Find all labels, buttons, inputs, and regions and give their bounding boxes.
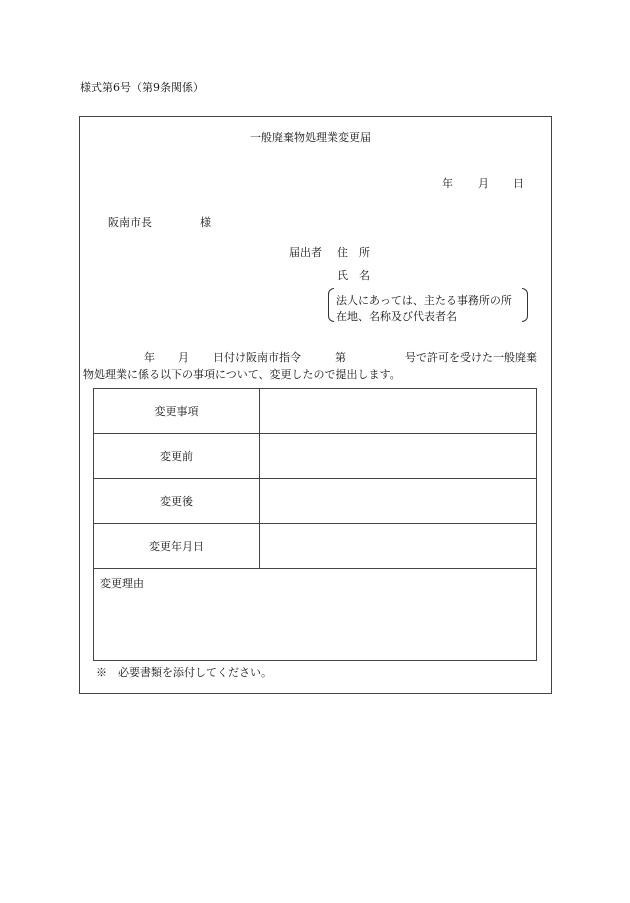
corp-note-line2: 在地、名称及び代表者名 bbox=[336, 310, 457, 323]
row-value[interactable] bbox=[260, 479, 536, 523]
reason-label: 変更理由 bbox=[100, 577, 144, 590]
row-label: 変更後 bbox=[94, 479, 260, 523]
corp-note-line1: 法人にあっては、主たる事務所の所 bbox=[336, 294, 512, 307]
date-month-label: 月 bbox=[478, 177, 489, 190]
statement-month: 月 bbox=[178, 351, 189, 364]
statement-line2: 物処理業に係る以下の事項について、変更したので提出します。 bbox=[83, 368, 401, 381]
table-row bbox=[94, 479, 536, 524]
addressee-name: 阪南市長 bbox=[108, 216, 152, 229]
row-label: 変更年月日 bbox=[94, 524, 260, 568]
form-code: 様式第6号（第9条関係） bbox=[80, 81, 204, 94]
reason-cell[interactable] bbox=[94, 569, 536, 660]
table-row bbox=[94, 434, 536, 479]
statement-line1-tail: 号で許可を受けた一般廃棄 bbox=[405, 351, 537, 364]
row-value[interactable] bbox=[260, 524, 536, 568]
row-value[interactable] bbox=[260, 434, 536, 478]
corporation-note bbox=[328, 288, 528, 322]
row-value[interactable] bbox=[260, 389, 536, 433]
statement-day-authority: 日付け阪南市指令 bbox=[213, 351, 301, 364]
addressee-honorific: 様 bbox=[200, 216, 211, 229]
name-label: 氏 名 bbox=[337, 269, 370, 282]
statement-year: 年 bbox=[144, 351, 155, 364]
statement-number-prefix: 第 bbox=[335, 351, 346, 364]
row-label: 変更事項 bbox=[94, 389, 260, 433]
address-label: 住 所 bbox=[337, 246, 370, 259]
date-day-label: 日 bbox=[513, 177, 524, 190]
table-row bbox=[94, 389, 536, 434]
row-label: 変更前 bbox=[94, 434, 260, 478]
bracket-right bbox=[522, 288, 528, 322]
attachment-note: ※ 必要書類を添付してください。 bbox=[96, 666, 272, 679]
document-title: 一般廃棄物処理業変更届 bbox=[250, 131, 371, 144]
applicant-label: 届出者 bbox=[289, 246, 322, 259]
table-row bbox=[94, 524, 536, 569]
bracket-left bbox=[328, 288, 334, 322]
date-year-label: 年 bbox=[442, 177, 453, 190]
change-table bbox=[93, 388, 537, 661]
